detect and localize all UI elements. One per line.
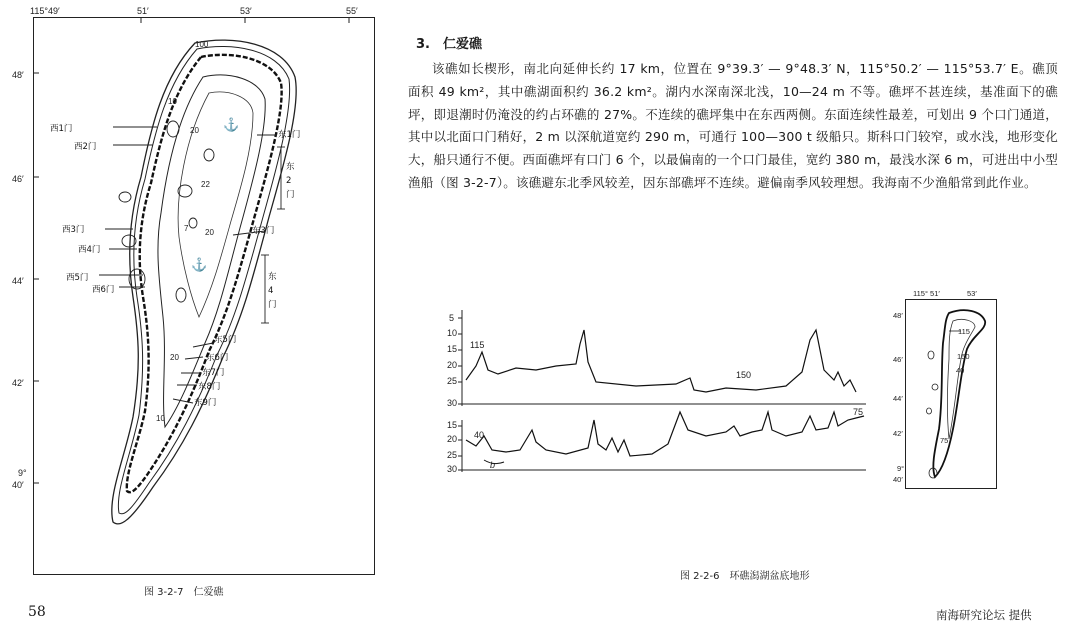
article-title: 3. 仁爱礁	[416, 37, 482, 52]
west-gate-5-label: 西5门	[66, 273, 89, 283]
profile-ytick: 30	[447, 464, 458, 474]
profile-ytick: 10	[447, 328, 458, 338]
profile-ytick: 25	[447, 450, 458, 460]
map-left-tick: 9°	[18, 468, 27, 478]
reef-map-drawing	[33, 17, 375, 575]
article	[408, 33, 1058, 195]
depth-label: 22	[201, 180, 210, 189]
profile-line-upper	[466, 330, 856, 392]
profile-ytick: 30	[447, 398, 458, 408]
map-caption: 图 3-2-7 仁爱礁	[144, 587, 224, 598]
depth-label: 100	[195, 40, 209, 49]
anchor-icon: ⚓	[223, 118, 240, 133]
depth-label: 7	[184, 224, 189, 233]
inset-tick: 42′	[893, 429, 903, 438]
map-left-tick: 44′	[12, 276, 24, 286]
east-gate-1-label: 东1门	[278, 130, 301, 140]
inset-label: 40	[956, 366, 965, 375]
map-left-tick: 46′	[12, 174, 24, 184]
west-gate-4-label: 西4门	[78, 245, 101, 255]
east-gate-2-label: 东2门	[286, 162, 295, 200]
map-top-tick: 53′	[240, 6, 252, 16]
reef-flat	[127, 55, 282, 492]
map-left-tick: 42′	[12, 378, 24, 388]
profile-ytick: 5	[449, 313, 455, 323]
credit-text: 南海研究论坛 提供	[936, 608, 1032, 622]
profile-label: 115	[470, 340, 485, 350]
east-gate-6-label: 东6门	[206, 353, 229, 363]
profile-ytick: 20	[447, 360, 458, 370]
east-gate-7-label: 东7门	[202, 368, 225, 378]
west-gate-3-label: 西3门	[62, 225, 85, 235]
anchor-icon: ⚓	[191, 258, 208, 273]
east-gate-9-label: 东9门	[194, 398, 217, 408]
map-top-tick: 51′	[137, 6, 149, 16]
inset-tick: 48′	[893, 311, 903, 320]
depth-label: 10	[168, 97, 177, 106]
page-number: 58	[28, 604, 46, 620]
map-top-tick: 115°49′	[30, 6, 60, 16]
inset-tick: 44′	[893, 394, 903, 403]
profile-ytick: 15	[447, 420, 458, 430]
east-gate-5-label: 东5门	[214, 335, 237, 345]
depth-label: 10	[156, 414, 165, 423]
profile-label: 40	[474, 430, 485, 440]
map-top-tick: 55′	[346, 6, 358, 16]
west-gate-1-label: 西1门	[50, 124, 73, 134]
map-left-tick: 40′	[12, 480, 24, 490]
inset-label: 115	[958, 327, 970, 336]
inset-tick: 53′	[967, 289, 977, 298]
depth-label: 20	[170, 353, 179, 362]
west-gate-6-label: 西6门	[92, 285, 115, 295]
lagoon-profile-chart	[436, 300, 866, 480]
profile-ytick: 20	[447, 434, 458, 444]
inset-tick: 46′	[893, 355, 903, 364]
profile-caption: 图 2-2-6 环礁潟湖盆底地形	[680, 571, 810, 582]
reef-mid-contour	[118, 47, 289, 514]
east-gate-4-label: 东4门	[268, 272, 277, 310]
depth-label: 20	[205, 228, 214, 237]
article-body: 该礁如长楔形，南北向延伸长约 17 km，位置在 9°39.3′ — 9°48.3′ N，115°50.2′ — 115°53.7′ E。礁顶面积 49 km²，其中礁湖面积约 36.2 km²。湖内水深南深北浅，10—24 m 不等。礁坪不甚连续，基准面下的礁坪，即退潮时仍淹没的约占环礁的 27%。不连续的礁坪集中在东西两侧。东面连续性最差，可划出 9 个口门通道，其中以北面口门稍好，2 m 以深航道宽约 290 m，可通行 100—300 t 级船只。斯科口门较窄，或水浅，地形变化大，船只通行不便。西面礁坪有口门 6 个，以最偏南的一个口门最佳，宽约 380 m，最浅水深 6 m，可进出中小型渔船（图 3-2-7）。该礁避东北季风较差，因东部礁坪不连续。避偏南季风较理想。我海南不少渔船常到此作业。	[408, 61, 1058, 190]
map-left-tick: 48′	[12, 70, 24, 80]
inset-map	[905, 299, 997, 489]
profile-label: b	[490, 460, 496, 470]
inset-tick: 9°	[897, 464, 905, 473]
profile-label: 150	[736, 370, 752, 380]
profile-ytick: 15	[447, 344, 458, 354]
east-gate-8-label: 东8门	[198, 382, 221, 392]
inset-tick: 40′	[893, 475, 903, 484]
profile-ytick: 25	[447, 376, 458, 386]
profile-label: 75	[853, 407, 864, 417]
profile-line-lower	[466, 412, 864, 456]
east-gate-3-label: 东3门	[252, 226, 275, 236]
inset-label: 75	[940, 436, 949, 445]
inset-label: 150	[957, 352, 970, 361]
west-gate-2-label: 西2门	[74, 142, 97, 152]
inset-tick: 115° 51′	[913, 289, 940, 298]
depth-label: 20	[190, 126, 199, 135]
